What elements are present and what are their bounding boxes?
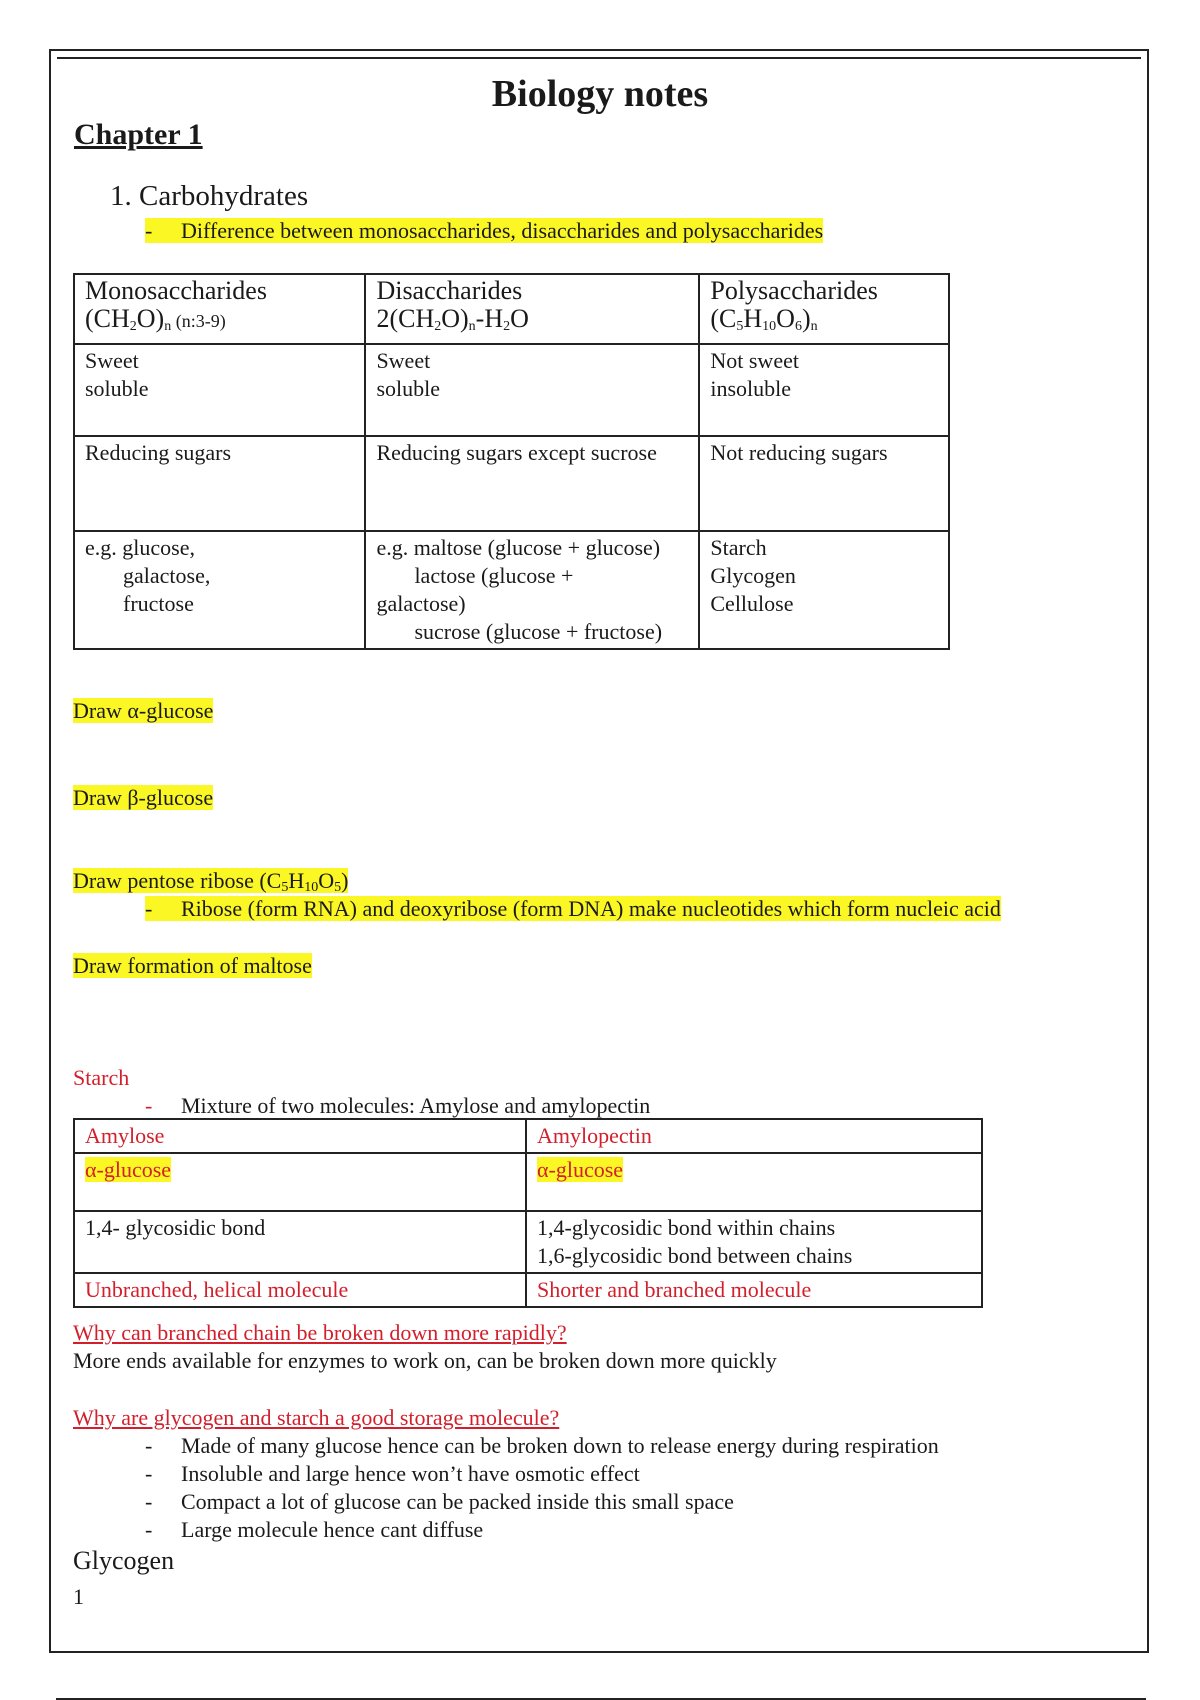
table-row bbox=[74, 1153, 982, 1211]
table-cell: Amylose bbox=[74, 1119, 526, 1153]
page-number: 1 bbox=[73, 1584, 84, 1609]
table-cell: α-glucose bbox=[74, 1153, 526, 1211]
section-bullet-text: Difference between monosaccharides, disaccharides and polysaccharides bbox=[181, 218, 824, 243]
storage-bullet: - Large molecule hence cant diffuse bbox=[145, 1517, 484, 1542]
glycogen-heading: Glycogen bbox=[73, 1546, 175, 1575]
table-cell: 1,4- glycosidic bond bbox=[74, 1211, 526, 1273]
storage-bullet: - Insoluble and large hence won’t have osmotic effect bbox=[145, 1461, 640, 1486]
formula-di: $2(CH_2O)_n-H_2O$ bbox=[376, 304, 529, 334]
table-cell: Unbranched, helical molecule bbox=[74, 1273, 526, 1307]
formula-mono: $(CH_2O)_n$ (n:3-9) bbox=[85, 304, 226, 334]
header-poly: Polysaccharides bbox=[710, 276, 878, 305]
section-bullet: - Difference between monosaccharides, disaccharides and polysaccharides bbox=[145, 218, 824, 243]
table-cell: Not sweet insoluble bbox=[699, 344, 949, 436]
table-row bbox=[74, 1119, 982, 1153]
table-cell: Reducing sugars bbox=[74, 436, 365, 531]
table-cell bbox=[74, 274, 365, 344]
storage-bullet: - Compact a lot of glucose can be packed inside this small space bbox=[145, 1489, 734, 1514]
draw-alpha-glucose: Draw α-glucose bbox=[73, 698, 214, 723]
table-cell bbox=[699, 274, 949, 344]
chapter-heading: Chapter 1 bbox=[74, 118, 203, 151]
table-cell bbox=[365, 274, 699, 344]
table-row bbox=[74, 344, 949, 436]
table-cell: Starch Glycogen Cellulose bbox=[699, 531, 949, 649]
table-cell: Amylopectin bbox=[526, 1119, 982, 1153]
table-cell: 1,4-glycosidic bond within chains 1,6-glycosidic bond between chains bbox=[526, 1211, 982, 1273]
header-di: Disaccharides bbox=[376, 276, 523, 305]
answer-branched: More ends available for enzymes to work on, can be broken down more quickly bbox=[73, 1348, 777, 1373]
table-cell: e.g. glucose, galactose, fructose bbox=[74, 531, 365, 649]
table-cell: α-glucose bbox=[526, 1153, 982, 1211]
table-cell: Not reducing sugars bbox=[699, 436, 949, 531]
page-title: Biology notes bbox=[491, 73, 709, 115]
saccharide-table bbox=[73, 273, 950, 650]
table-cell: Reducing sugars except sucrose bbox=[365, 436, 699, 531]
draw-maltose: Draw formation of maltose bbox=[73, 953, 312, 978]
pentose-bullet: - Ribose (form RNA) and deoxyribose (form DNA) make nucleotides which form nucleic acid bbox=[145, 896, 1001, 921]
storage-bullet: - Made of many glucose hence can be broken down to release energy during respiration bbox=[145, 1433, 939, 1458]
table-row bbox=[74, 531, 949, 649]
table-cell: Shorter and branched molecule bbox=[526, 1273, 982, 1307]
question-storage: Why are glycogen and starch a good storage molecule? bbox=[73, 1405, 560, 1430]
table-row bbox=[74, 1273, 982, 1307]
table-row bbox=[74, 436, 949, 531]
formula-poly: $(C_5H_{10}O_6)_n$ bbox=[710, 304, 818, 334]
draw-beta-glucose: Draw β-glucose bbox=[73, 785, 214, 810]
question-branched: Why can branched chain be broken down more rapidly? bbox=[73, 1320, 567, 1345]
table-row bbox=[74, 1211, 982, 1273]
table-cell: Sweet soluble bbox=[365, 344, 699, 436]
header-mono: Monosaccharides bbox=[85, 276, 267, 305]
table-row bbox=[74, 274, 949, 344]
starch-heading: Starch bbox=[73, 1065, 130, 1090]
table-cell: Sweet soluble bbox=[74, 344, 365, 436]
section-heading: 1. Carbohydrates bbox=[110, 180, 309, 212]
top-rule bbox=[57, 57, 1141, 59]
table-cell: e.g. maltose (glucose + glucose) lactose (glucose + galactose) sucrose (glucose + fructose) bbox=[365, 531, 699, 649]
starch-table bbox=[73, 1118, 983, 1308]
starch-bullet: - Mixture of two molecules: Amylose and amylopectin bbox=[145, 1093, 651, 1118]
draw-pentose-ribose: Draw pentose ribose $(C_5H_{10}O_5)$ bbox=[73, 868, 349, 895]
